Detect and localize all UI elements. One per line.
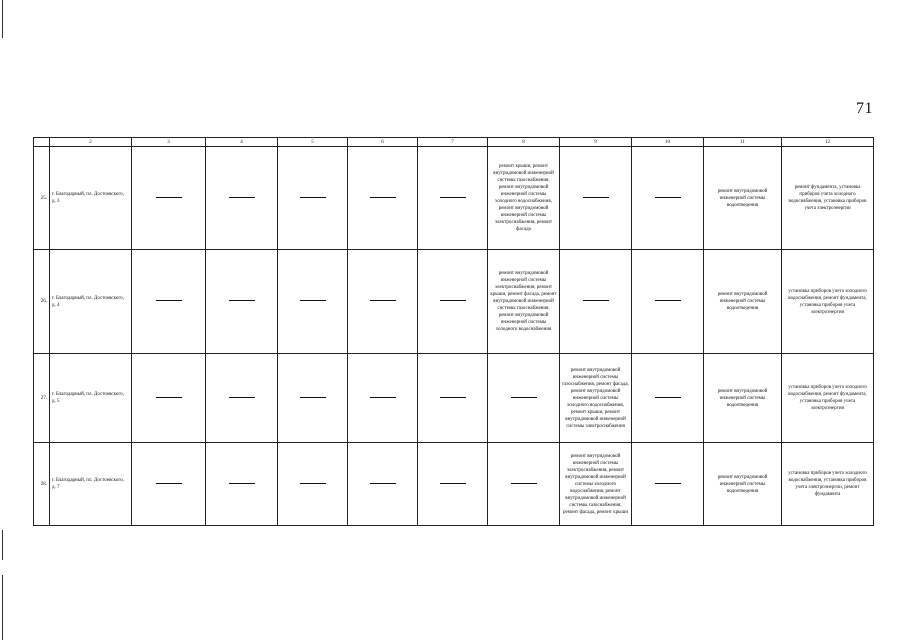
empty-cell bbox=[278, 147, 348, 250]
address-cell: г. Благодарный, пл. Достоевского, д. 3 bbox=[50, 147, 132, 250]
dash-mark bbox=[156, 397, 182, 398]
column-header: 3 bbox=[132, 138, 206, 147]
dash-mark bbox=[370, 197, 396, 198]
works-cell: ремонт внутридомовой инженерной системы газоснабжения, ремонт фасада, ремонт внутридомовой инженерной системы холодного водоснабжения, ремонт крыши, ремонт внутридомовой инженерной системы электроснабжения bbox=[560, 354, 632, 443]
empty-cell bbox=[206, 354, 278, 443]
column-header: 9 bbox=[560, 138, 632, 147]
column-header: 2 bbox=[50, 138, 132, 147]
empty-cell bbox=[348, 250, 418, 354]
column-header: 7 bbox=[418, 138, 488, 147]
column-header: 12 bbox=[782, 138, 874, 147]
scan-edge-mark bbox=[2, 575, 3, 640]
works-cell: установка приборов учета холодного водоснабжения, установка приборов учета электроэнергии, ремонт фундамента bbox=[782, 443, 874, 526]
dash-mark bbox=[440, 300, 466, 301]
empty-cell bbox=[206, 147, 278, 250]
empty-cell bbox=[488, 443, 560, 526]
empty-cell bbox=[560, 250, 632, 354]
works-cell: ремонт внутридомовой инженерной системы электроснабжения, ремонт внутридомовой инженерной системы холодного водоснабжения, ремонт внутридомовой инженерной системы газоснабжения, ремонт фасада, ремонт крыши bbox=[560, 443, 632, 526]
dash-mark bbox=[229, 483, 255, 484]
empty-cell bbox=[132, 147, 206, 250]
dash-mark bbox=[655, 483, 681, 484]
empty-cell bbox=[418, 354, 488, 443]
dash-mark bbox=[229, 197, 255, 198]
dash-mark bbox=[440, 197, 466, 198]
dash-mark bbox=[511, 483, 537, 484]
header-row bbox=[34, 138, 874, 147]
dash-mark bbox=[370, 483, 396, 484]
dash-mark bbox=[229, 300, 255, 301]
works-cell: установка приборов учета холодного водоснабжения, ремонт фундамента, установка приборов учета электроэнергии bbox=[782, 250, 874, 354]
dash-mark bbox=[300, 197, 326, 198]
row-number: 28. bbox=[34, 443, 50, 526]
empty-cell bbox=[206, 250, 278, 354]
column-header: 4 bbox=[206, 138, 278, 147]
dash-mark bbox=[156, 197, 182, 198]
scan-edge-mark bbox=[2, 0, 3, 38]
works-cell: установка приборов учета холодного водоснабжения, ремонт фундамента, установка приборов учета электроэнергии bbox=[782, 354, 874, 443]
table-row bbox=[34, 443, 874, 526]
dash-mark bbox=[440, 397, 466, 398]
works-cell: ремонт крыши, ремонт внутридомовой инженерной системы газоснабжения, ремонт внутридомовой инженерной системы холодного водоснабжения, ремонт внутридомовой инженерной системы электроснабжения, ремонт фасада bbox=[488, 147, 560, 250]
column-header: 6 bbox=[348, 138, 418, 147]
empty-cell bbox=[278, 354, 348, 443]
column-header: 11 bbox=[704, 138, 782, 147]
empty-cell bbox=[132, 250, 206, 354]
dash-mark bbox=[300, 483, 326, 484]
dash-mark bbox=[156, 483, 182, 484]
empty-cell bbox=[488, 354, 560, 443]
empty-cell bbox=[418, 443, 488, 526]
dash-mark bbox=[370, 397, 396, 398]
address-cell: г. Благодарный, пл. Достоевского, д. 4 bbox=[50, 250, 132, 354]
empty-cell bbox=[348, 147, 418, 250]
dash-mark bbox=[300, 300, 326, 301]
dash-mark bbox=[655, 300, 681, 301]
empty-cell bbox=[418, 147, 488, 250]
works-cell: ремонт фундамента, установка приборов учета холодного водоснабжения, установка приборов учета электроэнергии bbox=[782, 147, 874, 250]
empty-cell bbox=[560, 147, 632, 250]
works-cell: ремонт внутридомовой инженерной системы водоотведения bbox=[704, 250, 782, 354]
empty-cell bbox=[132, 443, 206, 526]
row-number: 26. bbox=[34, 250, 50, 354]
dash-mark bbox=[300, 397, 326, 398]
works-cell: ремонт внутридомовой инженерной системы водоотведения bbox=[704, 147, 782, 250]
empty-cell bbox=[348, 354, 418, 443]
row-number: 27. bbox=[34, 354, 50, 443]
column-header: 10 bbox=[632, 138, 704, 147]
dash-mark bbox=[156, 300, 182, 301]
table-row bbox=[34, 250, 874, 354]
dash-mark bbox=[655, 397, 681, 398]
works-cell: ремонт внутридомовой инженерной системы электроснабжения, ремонт крыши, ремонт фасада, ремонт внутридомовой инженерной системы газоснабжения, ремонт внутридомовой инженерной системы холодного водоснабжения bbox=[488, 250, 560, 354]
column-header: 8 bbox=[488, 138, 560, 147]
empty-cell bbox=[132, 354, 206, 443]
empty-cell bbox=[278, 250, 348, 354]
empty-cell bbox=[206, 443, 278, 526]
empty-cell bbox=[632, 354, 704, 443]
address-cell: г. Благодарный, пл. Достоевского, д. 7 bbox=[50, 443, 132, 526]
dash-mark bbox=[583, 300, 609, 301]
empty-cell bbox=[418, 250, 488, 354]
works-cell: ремонт внутридомовой инженерной системы водоотведения bbox=[704, 354, 782, 443]
column-header bbox=[34, 138, 50, 147]
address-cell: г. Благодарный, пл. Достоевского, д. 5 bbox=[50, 354, 132, 443]
empty-cell bbox=[632, 250, 704, 354]
scan-edge-mark bbox=[2, 530, 3, 560]
table-row bbox=[34, 147, 874, 250]
empty-cell bbox=[632, 147, 704, 250]
page-number: 71 bbox=[856, 100, 873, 117]
dash-mark bbox=[229, 397, 255, 398]
repair-schedule-table bbox=[33, 137, 874, 526]
empty-cell bbox=[278, 443, 348, 526]
row-number: 25. bbox=[34, 147, 50, 250]
empty-cell bbox=[348, 443, 418, 526]
dash-mark bbox=[511, 397, 537, 398]
column-header: 5 bbox=[278, 138, 348, 147]
table-row bbox=[34, 354, 874, 443]
empty-cell bbox=[632, 443, 704, 526]
dash-mark bbox=[440, 483, 466, 484]
dash-mark bbox=[583, 197, 609, 198]
dash-mark bbox=[655, 197, 681, 198]
dash-mark bbox=[370, 300, 396, 301]
works-cell: ремонт внутридомовой инженерной системы водоотведения bbox=[704, 443, 782, 526]
